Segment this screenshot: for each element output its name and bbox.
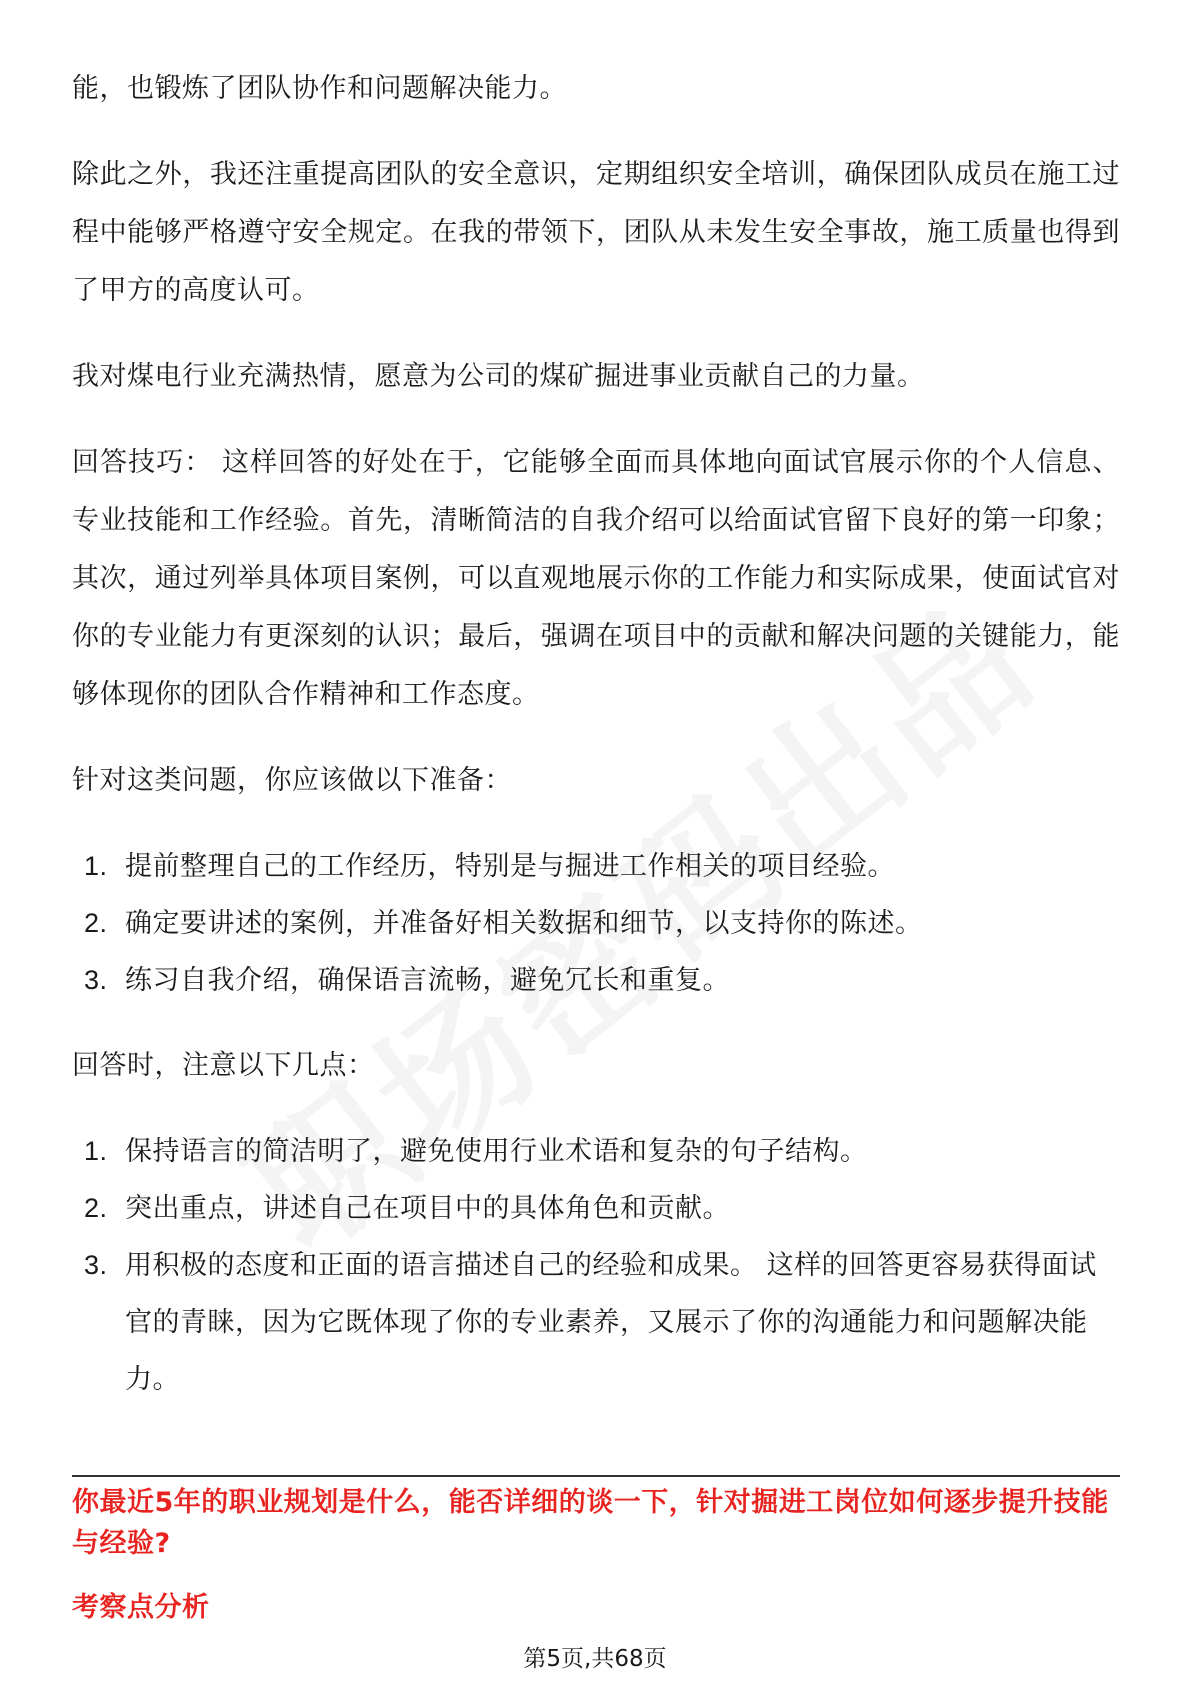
list-number: 1. [84, 851, 108, 881]
paragraph-passion: 我对煤电行业充满热情，愿意为公司的煤矿掘进事业贡献自己的力量。 [72, 361, 925, 392]
paragraph-safety: 除此之外，我还注重提高团队的安全意识，定期组织安全培训，确保团队成员在施工过程中能够严格遵守安全规定。在我的带领下，团队从未发生安全事故，施工质量也得到了甲方的高度认可。 [72, 159, 1120, 306]
list-item-text: 突出重点，讲述自己在项目中的具体角色和贡献。 [125, 1193, 730, 1224]
list-item [72, 1180, 1120, 1237]
list-number: 3. [84, 965, 108, 995]
list-item-text: 提前整理自己的工作经历，特别是与掘进工作相关的项目经验。 [125, 851, 895, 882]
prep-list [72, 838, 1120, 1009]
list-item-text: 用积极的态度和正面的语言描述自己的经验和成果。 这样的回答更容易获得面试官的青睐，因为它既体现了你的专业素养，又展示了你的沟通能力和问题解决能力。 [125, 1250, 1097, 1395]
list-number: 2. [84, 1193, 108, 1223]
paragraph-prep-intro: 针对这类问题，你应该做以下准备： [72, 765, 512, 796]
list-item-text: 练习自我介绍，确保语言流畅，避免冗长和重复。 [125, 965, 730, 996]
list-number: 1. [84, 1136, 108, 1166]
paragraph-continuation: 能，也锻炼了团队协作和问题解决能力。 [72, 73, 567, 104]
document-body [72, 60, 1120, 1436]
list-item [72, 838, 1120, 895]
list-item-text: 保持语言的简洁明了，避免使用行业术语和复杂的句子结构。 [125, 1136, 868, 1167]
list-item [72, 952, 1120, 1009]
page-footer: 第5页,共68页 [523, 1646, 667, 1672]
list-item [72, 1237, 1120, 1408]
list-number: 3. [84, 1250, 108, 1280]
list-item [72, 895, 1120, 952]
paragraph-answer-tips: 回答技巧： 这样回答的好处在于，它能够全面而具体地向面试官展示你的个人信息、专业技能和工作经验。首先，清晰简洁的自我介绍可以给面试官留下良好的第一印象；其次，通过列举具体项目案例，可以直观地展示你的工作能力和实际成果，使面试官对你的专业能力有更深刻的认识；最后，强调在项目中的贡献和解决问题的关键能力，能够体现你的团队合作精神和工作态度。 [72, 447, 1120, 710]
next-question-heading: 你最近5年的职业规划是什么，能否详细的谈一下，针对掘进工岗位如何逐步提升技能与经验? [72, 1487, 1109, 1559]
section-heading-analysis: 考察点分析 [72, 1592, 210, 1623]
section-divider [72, 1475, 1120, 1477]
list-item-text: 确定要讲述的案例，并准备好相关数据和细节，以支持你的陈述。 [125, 908, 923, 939]
attention-list [72, 1123, 1120, 1408]
paragraph-attention-intro: 回答时，注意以下几点： [72, 1050, 375, 1081]
list-item [72, 1123, 1120, 1180]
list-number: 2. [84, 908, 108, 938]
